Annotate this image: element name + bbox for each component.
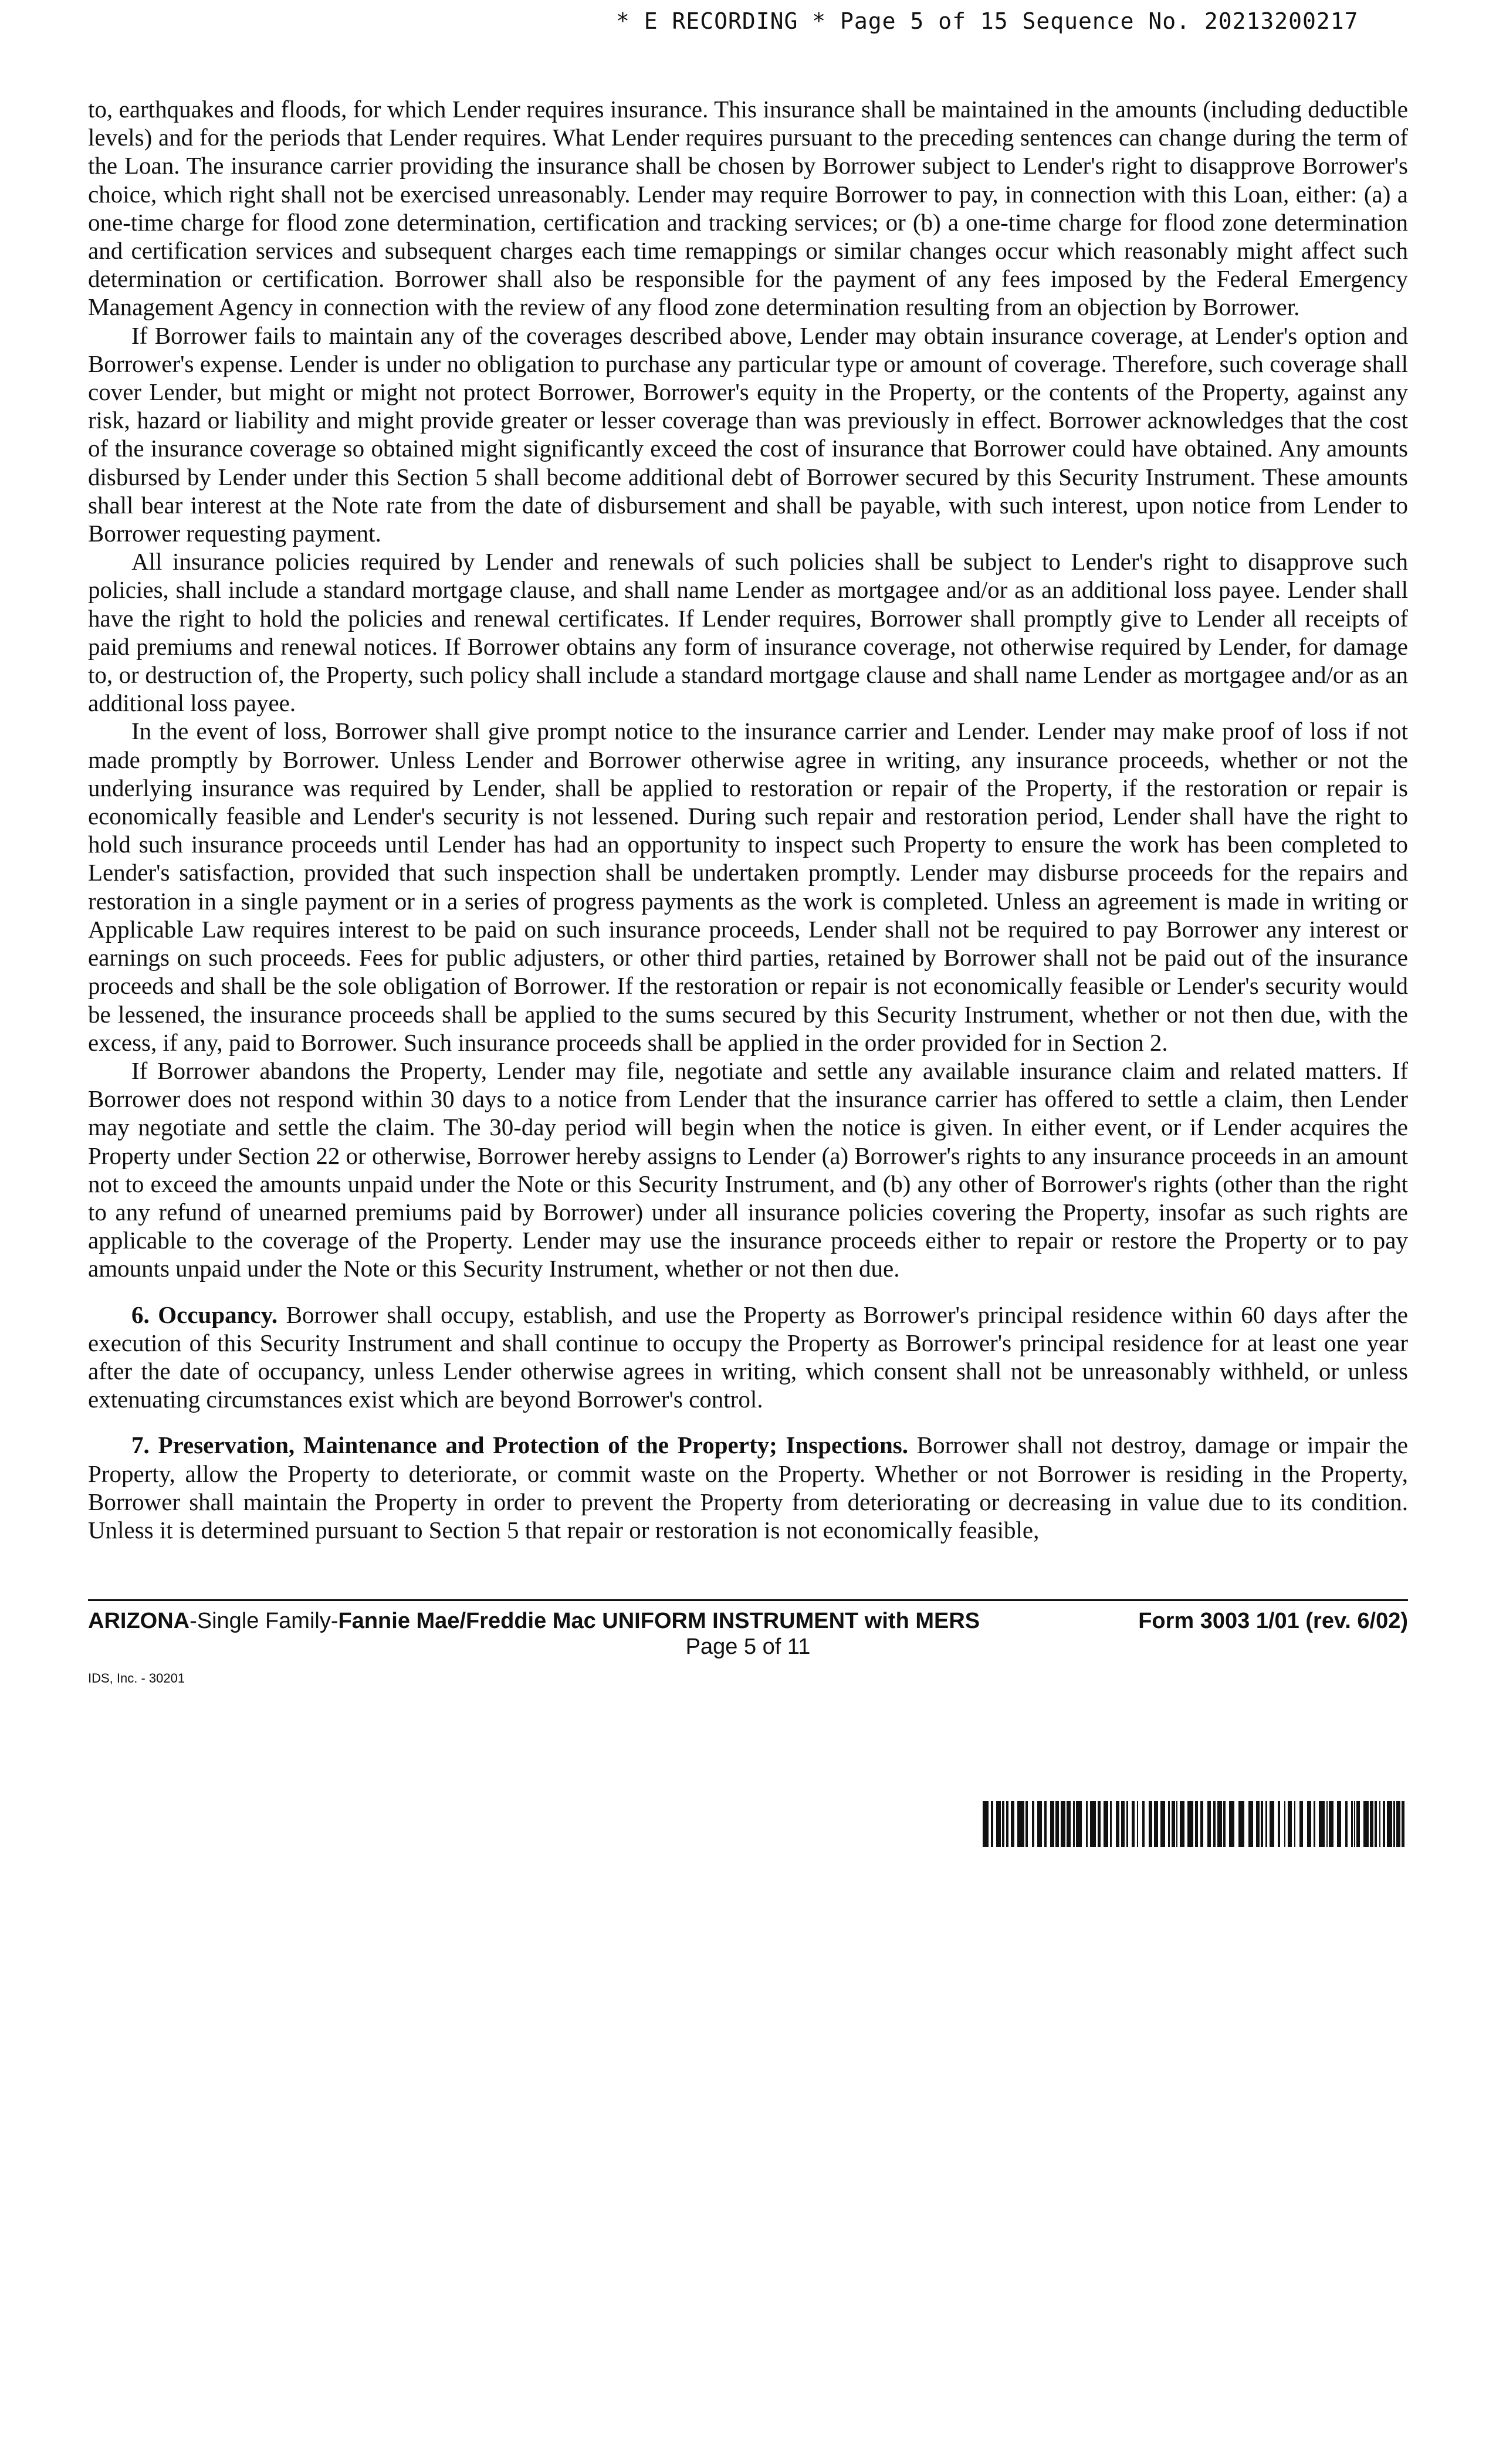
- barcode-bar: [1294, 1801, 1295, 1847]
- barcode-bar: [1223, 1801, 1226, 1847]
- paragraph-coverage-lapse: If Borrower fails to maintain any of the coverages described above, Lender may obtain insurance coverage, at Lender's option and Borrower's expense. Lender is under no obligation to purchase any particular type or amount of coverage. Therefore, such coverage shall cover Lender, but might or might not protect Borrower, Borrower's equity in the Property, or the contents of the Property, against any risk, hazard or liability and might provide greater or lesser coverage than was previously in effect. Borrower acknowledges that the cost of the insurance coverage so obtained might significantly exceed the cost of insurance that Borrower could have obtained. Any amounts disbursed by Lender under this Section 5 shall become additional debt of Borrower secured by this Security Instrument. These amounts shall bear interest at the Note rate from the date of disbursement and shall be payable, with such interest, upon notice from Lender to Borrower requesting payment.: [88, 321, 1408, 547]
- barcode-bar: [1176, 1801, 1177, 1847]
- barcode-bar: [1337, 1801, 1341, 1847]
- barcode-bar: [1073, 1801, 1075, 1847]
- barcode-bar: [1116, 1801, 1119, 1847]
- barcode-bar: [1238, 1801, 1244, 1847]
- form-number: Form 3003 1/01 (rev. 6/02): [1138, 1609, 1408, 1633]
- barcode-bar: [1137, 1801, 1138, 1847]
- barcode-bar: [996, 1801, 1001, 1847]
- barcode-bar: [1160, 1801, 1165, 1847]
- barcode-bar: [1393, 1801, 1395, 1847]
- barcode-bar: [1061, 1801, 1065, 1847]
- barcode-bar: [1326, 1801, 1328, 1847]
- barcode-bar: [1086, 1801, 1088, 1847]
- form-type: -Single Family-: [189, 1609, 339, 1633]
- barcode-bar: [1006, 1801, 1008, 1847]
- paragraph-abandonment: If Borrower abandons the Property, Lender may file, negotiate and settle any available insurance claim and related matters. If Borrower does not respond within 30 days to a notice from Lender that the insurance carrier has offered to settle a claim, then Lender may negotiate and settle the claim. The 30-day period will begin when the notice is given. In either event, or if Lender acquires the Property under Section 22 or otherwise, Borrower hereby assigns to Lender (a) Borrower's rights to any insurance proceeds in an amount not to exceed the amounts unpaid under the Note or this Security Instrument, and (b) any other of Borrower's rights (other than the right to any refund of unearned premiums paid by Borrower) under all insurance policies covering the Property, insofar as such rights are applicable to the coverage of the Property. Lender may use the insurance proceeds either to repair or restore the Property or to pay amounts unpaid under the Note or this Security Instrument, whether or not then due.: [88, 1057, 1408, 1282]
- barcode-bar: [1207, 1801, 1211, 1847]
- barcode-bar: [1261, 1801, 1263, 1847]
- section-7-text: Borrower shall not destroy, damage or impair the Property, allow the Property to deteriorate, or commit waste on the Property. Whether or not Borrower is residing in the Property, Borrower shall maintain the Property in order to prevent the Property from deteriorating or decreasing in value due to its condition. Unless it is determined pursuant to Section 5 that repair or restoration is not economically feasible,: [88, 1431, 1408, 1544]
- page-number: Page 5 of 11: [685, 1634, 811, 1659]
- barcode-bar: [1011, 1801, 1014, 1847]
- barcode-bar: [991, 1801, 993, 1847]
- section-6-title: 6. Occupancy.: [131, 1301, 278, 1328]
- barcode-bar: [1354, 1801, 1355, 1847]
- barcode-bar: [1187, 1801, 1193, 1847]
- barcode-bar: [1229, 1801, 1234, 1847]
- barcode-bar: [1050, 1801, 1054, 1847]
- ids-code: IDS, Inc. - 30201: [88, 1671, 185, 1685]
- barcode-bar: [1213, 1801, 1216, 1847]
- section-7-title: 7. Preservation, Maintenance and Protection of the Property; Inspections.: [131, 1431, 908, 1459]
- barcode-bar: [1002, 1801, 1004, 1847]
- barcode-bar: [1278, 1801, 1280, 1847]
- barcode-bar: [1142, 1801, 1145, 1847]
- barcode-bar: [1329, 1801, 1333, 1847]
- barcode-bar: [1265, 1801, 1267, 1847]
- barcode-bar: [1270, 1801, 1274, 1847]
- barcode-bar: [1132, 1801, 1135, 1847]
- barcode-bar: [1076, 1801, 1082, 1847]
- barcode-bar: [1356, 1801, 1360, 1847]
- barcode-bar: [1110, 1801, 1112, 1847]
- paragraph-insurance-policies: All insurance policies required by Lender and renewals of such policies shall be subject to Lender's right to disapprove such policies, shall include a standard mortgage clause, and shall name Lender as mortgagee and/or as an additional loss payee. Lender shall have the right to hold the policies and renewal certificates. If Lender requires, Borrower shall promptly give to Lender all receipts of paid premiums and renewal notices. If Borrower obtains any form of insurance coverage, not otherwise required by Lender, for damage to, or destruction of, the Property, such policy shall include a standard mortgage clause and shall name Lender as mortgagee and/or as an additional loss payee.: [88, 548, 1408, 717]
- barcode-bar: [1396, 1801, 1400, 1847]
- barcode-bar: [1032, 1801, 1034, 1847]
- barcode-bar: [1370, 1801, 1373, 1847]
- barcode-bar: [1104, 1801, 1108, 1847]
- barcode-bar: [1017, 1801, 1024, 1847]
- section-6-occupancy: [88, 1301, 1408, 1414]
- barcode-bar: [1121, 1801, 1125, 1847]
- barcode-bar: [983, 1801, 989, 1847]
- barcode-bar: [1180, 1801, 1184, 1847]
- barcode-bar: [1055, 1801, 1059, 1847]
- barcode-bar: [1402, 1801, 1404, 1847]
- footer-divider: [88, 1599, 1408, 1601]
- barcode-bar: [1379, 1801, 1380, 1847]
- barcode-bar: [1098, 1801, 1101, 1847]
- barcode-bar: [1299, 1801, 1303, 1847]
- barcode-bar: [1149, 1801, 1152, 1847]
- barcode-bar: [1037, 1801, 1042, 1847]
- barcode-bar: [1307, 1801, 1311, 1847]
- barcode-bar: [1387, 1801, 1392, 1847]
- barcode-bar: [1200, 1801, 1203, 1847]
- barcode-bar: [1319, 1801, 1325, 1847]
- barcode-bar: [1154, 1801, 1158, 1847]
- barcode-bar: [1314, 1801, 1315, 1847]
- barcode-bar: [1067, 1801, 1071, 1847]
- barcode-bar: [1256, 1801, 1260, 1847]
- barcode-bar: [1345, 1801, 1348, 1847]
- form-instrument: Fannie Mae/Freddie Mac UNIFORM INSTRUMENT with MERS: [338, 1609, 980, 1633]
- recording-header: * E RECORDING * Page 5 of 15 Sequence No. 20213200217: [616, 8, 1359, 34]
- barcode-bar: [1172, 1801, 1175, 1847]
- form-state: ARIZONA: [88, 1609, 190, 1633]
- barcode-bar: [1383, 1801, 1385, 1847]
- section-7-preservation: [88, 1431, 1408, 1544]
- barcode-bar: [1168, 1801, 1170, 1847]
- barcode-bar: [1351, 1801, 1353, 1847]
- barcode-bar: [1044, 1801, 1047, 1847]
- barcode-bar: [1248, 1801, 1253, 1847]
- barcode-bar: [1126, 1801, 1128, 1847]
- barcode-bar: [1025, 1801, 1028, 1847]
- barcode-bar: [1195, 1801, 1198, 1847]
- paragraph-flood-insurance: to, earthquakes and floods, for which Lender requires insurance. This insurance shall be maintained in the amounts (including deductible levels) and for the periods that Lender requires. What Lender requires pursuant to the preceding sentences can change during the term of the Loan. The insurance carrier providing the insurance shall be chosen by Borrower subject to Lender's right to disapprove Borrower's choice, which right shall not be exercised unreasonably. Lender may require Borrower to pay, in connection with this Loan, either: (a) a one-time charge for flood zone determination, certification and tracking services; or (b) a one-time charge for flood zone determination and certification services and subsequent charges each time remappings or similar changes occur which reasonably might affect such determination or certification. Borrower shall also be responsible for the payment of any fees imposed by the Federal Emergency Management Agency in connection with the review of any flood zone determination resulting from an objection by Borrower.: [88, 96, 1408, 321]
- barcode-image: [983, 1801, 1405, 1847]
- barcode-bar: [1090, 1801, 1096, 1847]
- section-6-text: Borrower shall occupy, establish, and use the Property as Borrower's principal residence within 60 days after the execution of this Security Instrument and shall continue to occupy the Property as Borrower's principal residence for at least one year after the date of occupancy, unless Lender otherwise agrees in writing, which consent shall not be unreasonably withheld, or unless extenuating circumstances exist which are beyond Borrower's control.: [88, 1301, 1408, 1413]
- barcode-bar: [1375, 1801, 1377, 1847]
- barcode-bar: [1217, 1801, 1222, 1847]
- barcode-bar: [1288, 1801, 1292, 1847]
- document-body: [88, 95, 1408, 1544]
- barcode-bar: [1363, 1801, 1369, 1847]
- barcode-bar: [1284, 1801, 1285, 1847]
- paragraph-event-of-loss: In the event of loss, Borrower shall give prompt notice to the insurance carrier and Lender. Lender may make proof of loss if not made promptly by Borrower. Unless Lender and Borrower otherwise agree in writing, any insurance proceeds, whether or not the underlying insurance was required by Lender, shall be applied to restoration or repair of the Property, if the restoration or repair is economically feasible and Lender's security is not lessened. During such repair and restoration period, Lender shall have the right to hold such insurance proceeds until Lender has had an opportunity to inspect such Property to ensure the work has been completed to Lender's satisfaction, provided that such inspection shall be undertaken promptly. Lender may disburse proceeds for the repairs and restoration in a single payment or in a series of progress payments as the work is completed. Unless an agreement is made in writing or Applicable Law requires interest to be paid on such insurance proceeds, Lender shall not be required to pay Borrower any interest or earnings on such proceeds. Fees for public adjusters, or other third parties, retained by Borrower shall not be paid out of the insurance proceeds and shall be the sole obligation of Borrower. If the restoration or repair is not economically feasible or Lender's security would be lessened, the insurance proceeds shall be applied to the sums secured by this Security Instrument, whether or not then due, with the excess, if any, paid to Borrower. Such insurance proceeds shall be applied in the order provided for in Section 2.: [88, 717, 1408, 1056]
